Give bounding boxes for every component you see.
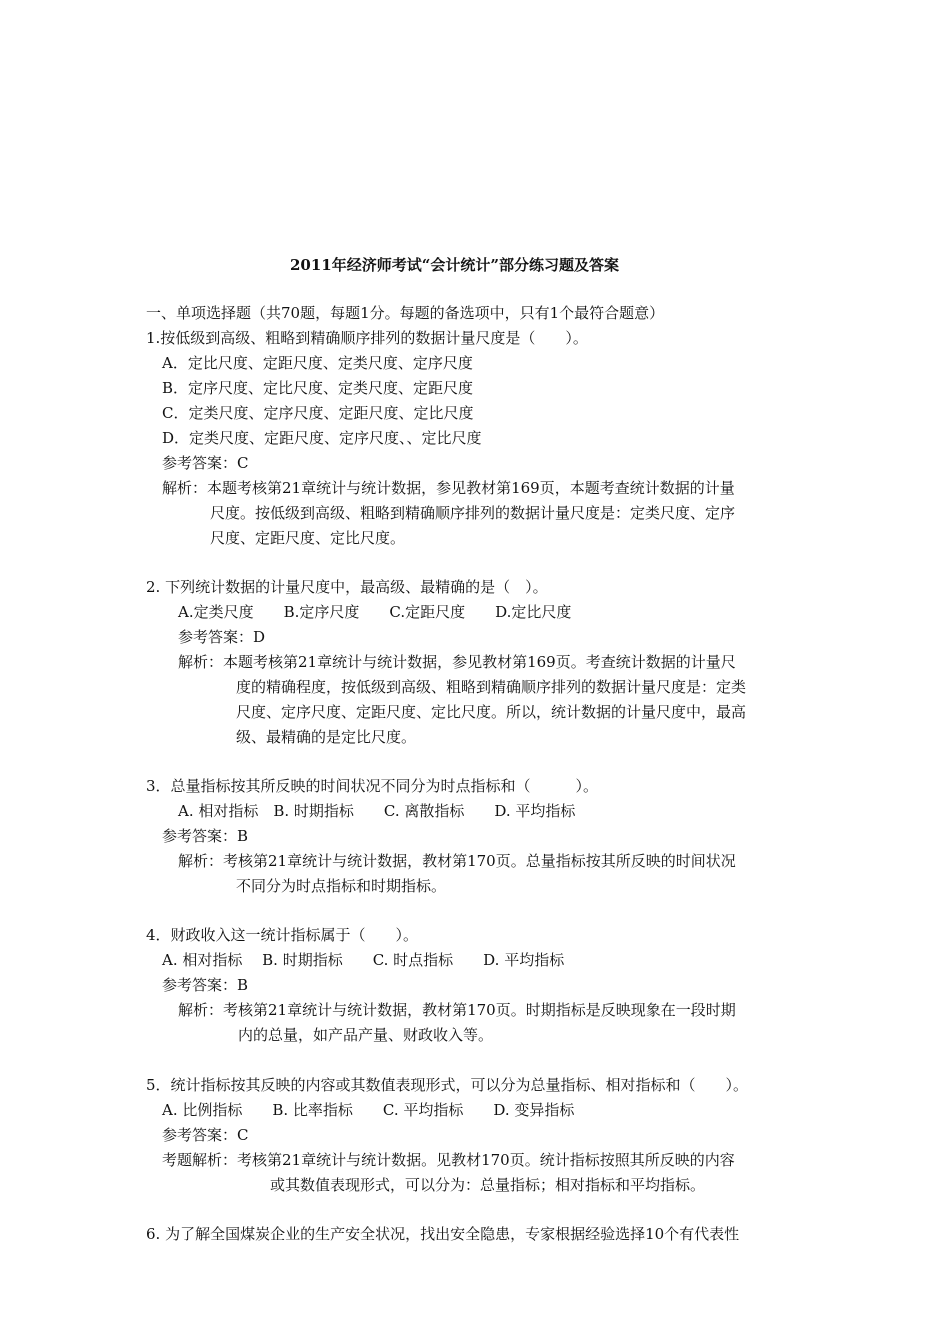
question-1-option-b: B．定序尺度、定比尺度、定类尺度、定距尺度 — [162, 379, 474, 397]
question-5-analysis-line: 或其数值表现形式，可以分为：总量指标；相对指标和平均指标。 — [270, 1176, 706, 1194]
question-2-answer: 参考答案：D — [178, 628, 266, 646]
question-2-analysis-line: 度的精确程度，按低级到高级、粗略到精确顺序排列的数据计量尺度是：定类 — [236, 678, 747, 696]
question-4-answer: 参考答案：B — [162, 976, 249, 994]
question-2-analysis-line: 解析：本题考核第21章统计与统计数据，参见教材第169页。考查统计数据的计量尺 — [178, 653, 736, 671]
question-2-analysis-line: 尺度、定序尺度、定距尺度、定比尺度。所以，统计数据的计量尺度中，最高 — [236, 703, 747, 721]
question-1-analysis-line: 尺度、定距尺度、定比尺度。 — [210, 529, 406, 547]
question-2-options: A.定类尺度 B.定序尺度 C.定距尺度 D.定比尺度 — [178, 603, 572, 621]
question-1-option-c: C．定类尺度、定序尺度、定距尺度、定比尺度 — [162, 404, 474, 422]
question-5-analysis-line: 考题解析：考核第21章统计与统计数据。见教材170页。统计指标按照其所反映的内容 — [162, 1151, 735, 1169]
question-3-analysis-line: 解析：考核第21章统计与统计数据，教材第170页。总量指标按其所反映的时间状况 — [178, 852, 736, 870]
question-3-options: A. 相对指标 B. 时期指标 C. 离散指标 D. 平均指标 — [178, 802, 576, 820]
question-2-stem: 2. 下列统计数据的计量尺度中，最高级、最精确的是（ ）。 — [146, 578, 548, 596]
question-4-options: A. 相对指标 B. 时期指标 C. 时点指标 D. 平均指标 — [162, 951, 565, 969]
question-5-options: A. 比例指标 B. 比率指标 C. 平均指标 D. 变异指标 — [162, 1101, 575, 1119]
question-5-stem: 5．统计指标按其反映的内容或其数值表现形式，可以分为总量指标、相对指标和（ ）。 — [146, 1076, 749, 1094]
question-1-option-d: D．定类尺度、定距尺度、定序尺度、、定比尺度 — [162, 429, 482, 447]
question-5-answer: 参考答案：C — [162, 1126, 249, 1144]
question-1-stem: 1.按低级到高级、粗略到精确顺序排列的数据计量尺度是（ ）。 — [146, 329, 588, 347]
question-1-analysis-line: 解析：本题考核第21章统计与统计数据，参见教材第169页，本题考查统计数据的计量 — [162, 479, 735, 497]
question-3-analysis-line: 不同分为时点指标和时期指标。 — [236, 877, 447, 895]
question-6-stem: 6. 为了解全国煤炭企业的生产安全状况，找出安全隐患，专家根据经验选择10个有代表性 — [146, 1225, 740, 1243]
question-4-analysis-line: 解析：考核第21章统计与统计数据，教材第170页。时期指标是反映现象在一段时期 — [178, 1001, 736, 1019]
question-1-option-a: A．定比尺度、定距尺度、定类尺度、定序尺度 — [162, 354, 473, 372]
question-2-analysis-line: 级、最精确的是定比尺度。 — [236, 728, 417, 746]
question-3-stem: 3．总量指标按其所反映的时间状况不同分为时点指标和（ ）。 — [146, 777, 599, 795]
question-4-analysis-line: 内的总量，如产品产量、财政收入等。 — [238, 1026, 494, 1044]
document-title: 2011年经济师考试“会计统计”部分练习题及答案 — [290, 256, 620, 274]
question-1-answer: 参考答案：C — [162, 454, 249, 472]
question-3-answer: 参考答案：B — [162, 827, 249, 845]
question-1-analysis-line: 尺度。按低级到高级、粗略到精确顺序排列的数据计量尺度是：定类尺度、定序 — [210, 504, 736, 522]
question-4-stem: 4．财政收入这一统计指标属于（ ）。 — [146, 926, 419, 944]
section-heading: 一、单项选择题（共70题，每题1分。每题的备选项中，只有1个最符合题意） — [146, 304, 665, 322]
